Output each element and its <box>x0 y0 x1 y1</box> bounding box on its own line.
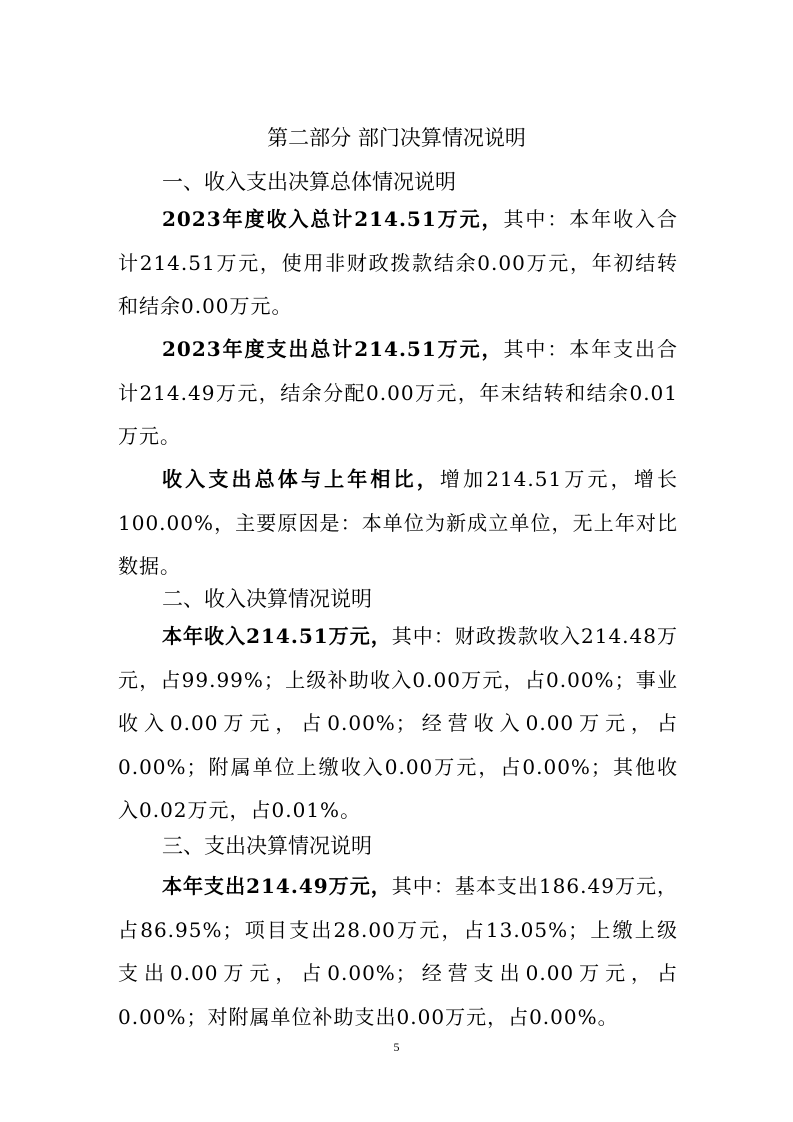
page-number: 5 <box>393 1040 400 1054</box>
paragraph-text: 其中：本年支出合计214.49万元，结余分配0.00万元，年末结转和结余0.01万元。 <box>118 337 678 448</box>
paragraph-expense-detail <box>118 865 678 1039</box>
paragraph-year-comparison <box>118 458 678 589</box>
paragraph-lead: 2023年度收入总计214.51万元， <box>162 207 504 231</box>
paragraph-lead: 收入支出总体与上年相比， <box>162 467 440 491</box>
paragraph-text: 其中：本年收入合计214.51万元，使用非财政拨款结余0.00万元，年初结转和结余0.00万元。 <box>118 207 678 318</box>
paragraph-text: 增加214.51万元，增长100.00%，主要原因是：本单位为新成立单位，无上年对比数据。 <box>118 467 678 578</box>
paragraph-lead: 本年支出214.49万元， <box>162 874 392 898</box>
paragraph-lead: 本年收入214.51万元， <box>162 624 392 648</box>
paragraph-text: 其中：基本支出186.49万元，占86.95%；项目支出28.00万元，占13.05%；上缴上级支出0.00万元，占0.00%；经营支出0.00万元，占0.00%；对附属单位补助支出0.00万元，占0.00%。 <box>118 874 679 1029</box>
paragraph-income-total <box>118 198 678 329</box>
paragraph-lead: 2023年度支出总计214.51万元， <box>162 337 504 361</box>
paragraph-expense-total <box>118 328 678 459</box>
page-title: 第二部分 部门决算情况说明 <box>267 126 526 150</box>
paragraph-income-detail <box>118 615 678 833</box>
section-heading-expense: 三、支出决算情况说明 <box>162 834 372 858</box>
section-heading-income: 二、收入决算情况说明 <box>162 587 372 611</box>
section-heading-overall: 一、收入支出决算总体情况说明 <box>162 170 456 194</box>
paragraph-text: 其中：财政拨款收入214.48万元，占99.99%；上级补助收入0.00万元，占0.00%；事业收入0.00万元，占0.00%；经营收入0.00万元，占0.00%；附属单位上缴收入0.00万元，占0.00%；其他收入0.02万元，占0.01%。 <box>118 624 679 822</box>
